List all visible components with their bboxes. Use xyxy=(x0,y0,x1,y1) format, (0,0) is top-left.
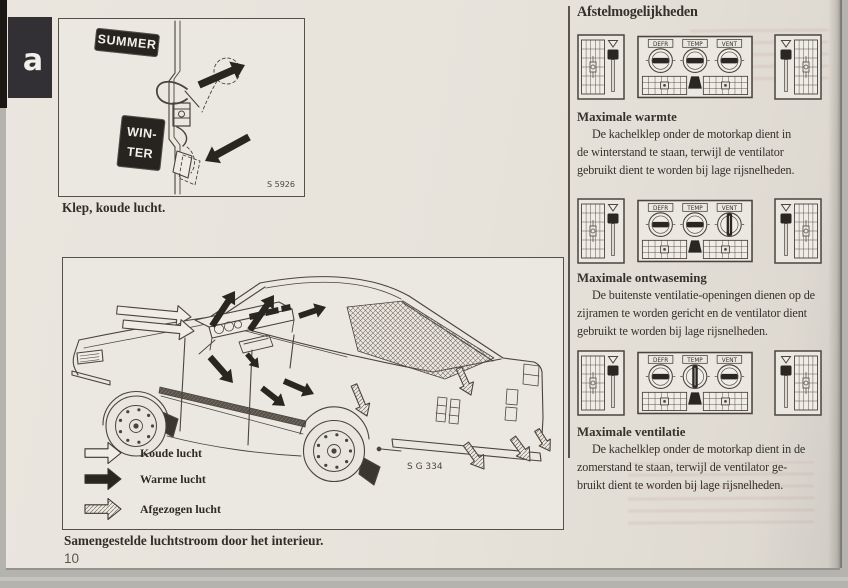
column-divider xyxy=(568,6,570,458)
winter-position-label: WIN- TER xyxy=(116,115,165,171)
svg-text:DEFR: DEFR xyxy=(652,41,669,48)
vent-grille xyxy=(795,204,818,258)
heater-control-panel xyxy=(637,351,753,415)
slider-knob xyxy=(781,366,792,376)
cold-air-arrow-icon xyxy=(82,441,124,465)
figure-code: S G 334 xyxy=(407,462,443,472)
side-vent-panel-left xyxy=(577,34,625,100)
svg-text:DEFR: DEFR xyxy=(652,357,669,364)
svg-text:TEMP: TEMP xyxy=(687,205,703,212)
slider-knob xyxy=(781,214,792,224)
legend-label: Afgezogen lucht xyxy=(140,501,221,516)
slider-knob xyxy=(781,50,792,60)
extracted-air-arrow-icon xyxy=(82,497,124,521)
section-tab-letter: a xyxy=(22,43,44,78)
legend-label: Koude lucht xyxy=(140,445,202,460)
control-diagram-row xyxy=(577,197,823,263)
control-diagram-row xyxy=(577,33,823,99)
side-vent-panel-right xyxy=(774,350,822,416)
figure-code: S 5926 xyxy=(267,180,295,189)
svg-text:TEMP: TEMP xyxy=(687,41,703,48)
summer-position-label: SUMMER xyxy=(94,28,160,58)
side-vent-panel-left xyxy=(577,198,625,264)
scan-background-strip xyxy=(0,577,848,581)
side-vent-panel-right xyxy=(774,34,822,100)
svg-text:VENT: VENT xyxy=(721,205,738,212)
section-title: Maximale warmte xyxy=(577,110,677,124)
figure-car-airflow xyxy=(62,257,564,530)
side-vent-panel-left xyxy=(577,350,625,416)
figure-valve xyxy=(58,18,305,197)
section-body: De buitenste ventilatie-openingen dienen op de zijramen te worden gericht en de ventilator dient gebruikt te worden bij lage rijsnelheden. xyxy=(577,288,815,338)
vent-grille xyxy=(582,40,605,94)
svg-text:VENT: VENT xyxy=(721,357,738,364)
figure-valve-caption: Klep, koude lucht. xyxy=(62,200,166,215)
legend-item-cold-air xyxy=(82,441,202,465)
section-body: De kachelklep onder de motorkap dient in de zomerstand te staan, terwijl de ventilator ge- bruikt dient te worden bij lage rijsnelheden. xyxy=(577,442,806,492)
slider-knob xyxy=(608,50,619,60)
svg-text:VENT: VENT xyxy=(721,41,738,48)
svg-text:DEFR: DEFR xyxy=(652,205,669,212)
side-vent-panel-right xyxy=(774,198,822,264)
valve-arrows xyxy=(198,62,251,164)
section-tab xyxy=(8,17,52,98)
warm-air-arrow-icon xyxy=(82,467,124,491)
heater-control-panel xyxy=(637,199,753,263)
rear-wheel xyxy=(304,421,365,482)
adjustment-column xyxy=(577,4,838,564)
section-title: Maximale ontwaseming xyxy=(577,271,707,285)
slider-knob xyxy=(608,214,619,224)
section-title: Maximale ventilatie xyxy=(577,425,686,439)
slider-knob xyxy=(608,366,619,376)
section-body: De kachelklep onder de motorkap dient in de winterstand te staan, terwijl de ventilator gebruikt dient te worden bij lage rijsnelheden. xyxy=(577,127,795,177)
figure-airflow-caption: Samengestelde luchtstroom door het interieur. xyxy=(64,533,324,548)
legend-item-warm-air xyxy=(82,467,206,491)
control-diagram-row xyxy=(577,349,823,415)
binding-gutter xyxy=(0,0,7,108)
column-heading: Afstelmogelijkheden xyxy=(577,4,698,20)
legend-label: Warme lucht xyxy=(140,471,206,486)
page-number: 10 xyxy=(64,551,80,566)
vent-grille xyxy=(795,40,818,94)
vent-grille xyxy=(795,356,818,410)
vent-grille xyxy=(582,204,605,258)
heater-control-panel xyxy=(637,35,753,99)
legend-item-extracted-air xyxy=(82,497,221,521)
svg-text:TEMP: TEMP xyxy=(687,357,703,364)
vent-grille xyxy=(582,356,605,410)
